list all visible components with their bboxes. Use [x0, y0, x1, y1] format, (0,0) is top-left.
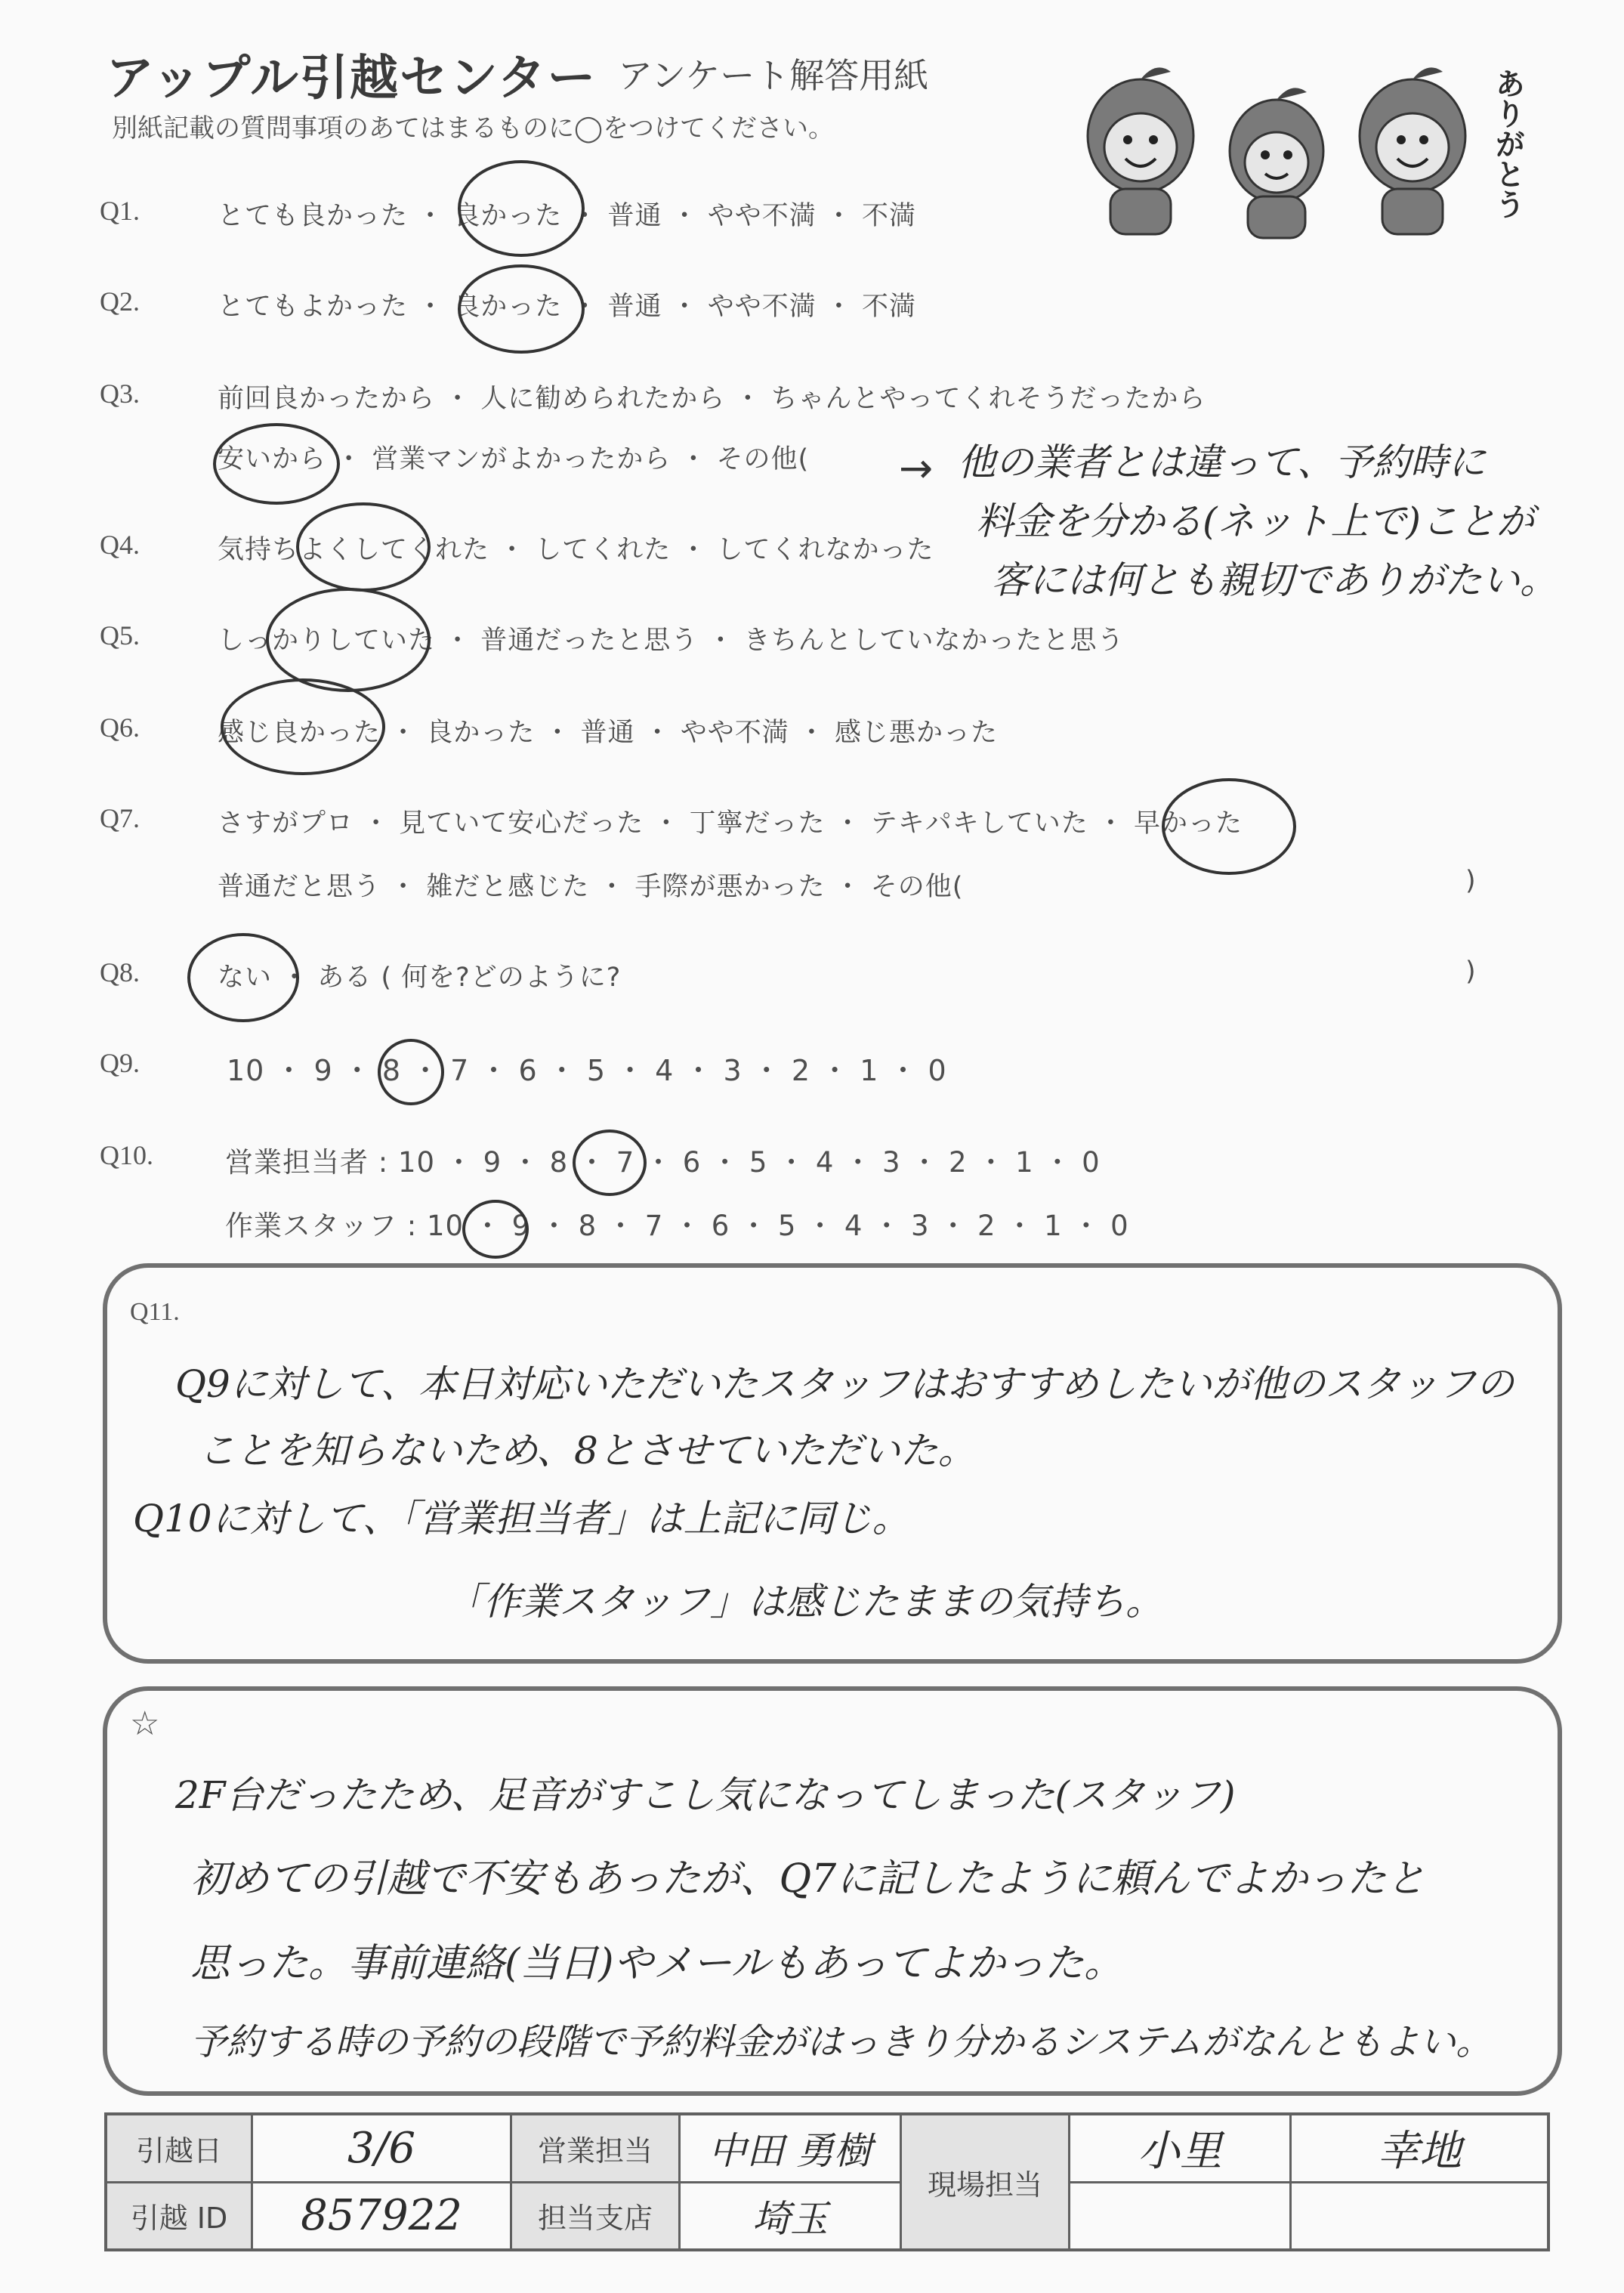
q11-line2: ことを知らないため、8とさせていただいた。 [198, 1429, 976, 1473]
arrow-icon: → [899, 444, 934, 492]
answer-circle-q1 [458, 160, 585, 257]
form-subtitle: アンケート解答用紙 [618, 55, 929, 96]
q10-options-sales: 営業担当者 : 10 ・ 9 ・ 8 ・ 7 ・ 6 ・ 5 ・ 4 ・ 3 ・ 2 ・ 1 ・ 0 [225, 1146, 1101, 1179]
q1-label: Q1. [100, 196, 140, 226]
answer-circle-q8 [187, 933, 299, 1022]
q4-options: 気持ちよくしてくれた ・ してくれた ・ してくれなかった [218, 535, 934, 565]
q3-label: Q3. [100, 379, 140, 409]
answer-circle-q10-staff [462, 1200, 529, 1259]
q3-other-line1: 他の業者とは違って、予約時に [958, 440, 1486, 484]
branch-label: 担当支店 [511, 2182, 680, 2250]
q7-label: Q7. [100, 803, 140, 833]
q6-options: 感じ良かった ・ 良かった ・ 普通 ・ やや不満 ・ 感じ悪かった [218, 718, 999, 748]
move-date-value: 3/6 [252, 2114, 511, 2182]
q3-options-line2: 安いから ・ 営業マンがよかったから ・ その他( [218, 444, 810, 474]
answer-circle-q7 [1162, 778, 1296, 875]
q11-label: Q11. [130, 1298, 180, 1326]
q8-close-paren: ) [1465, 956, 1477, 987]
q10-options-staff: 作業スタッフ : 10 ・ 9 ・ 8 ・ 7 ・ 6 ・ 5 ・ 4 ・ 3 ・ 2 ・ 1 ・ 0 [225, 1210, 1129, 1242]
q10-label: Q10. [100, 1140, 153, 1170]
q11-line4: 「作業スタッフ」は感じたままの気持ち。 [446, 1580, 1163, 1624]
q5-label: Q5. [100, 620, 140, 651]
q4-label: Q4. [100, 530, 140, 560]
answer-circle-q2 [458, 264, 585, 354]
q7-options-line2: 普通だと思う ・ 雑だと感じた ・ 手際が悪かった ・ その他( [218, 872, 964, 902]
move-id-label: 引越 ID [106, 2182, 252, 2250]
q2-options: とてもよかった ・ 良かった ・ 普通 ・ やや不満 ・ 不満 [218, 292, 917, 322]
q3-other-line3: 客には何とも親切でありがたい。 [991, 558, 1558, 602]
answer-circle-q4 [296, 502, 431, 592]
sales-rep-value: 中田 勇樹 [680, 2114, 901, 2182]
star-line3: 思った。事前連絡(当日)やメールもあってよかった。 [190, 1941, 1124, 1986]
move-info-table [104, 2112, 1550, 2251]
star-line1: 2F台だったため、足音がすこし気になってしまった(スタッフ) [175, 1773, 1236, 1817]
form-title: アップル引越センター [106, 51, 597, 107]
answer-circle-q3 [213, 423, 340, 505]
q9-options: 10 ・ 9 ・ 8 ・ 7 ・ 6 ・ 5 ・ 4 ・ 3 ・ 2 ・ 1 ・ 0 [227, 1054, 947, 1087]
answer-circle-q10-sales [573, 1130, 647, 1196]
q1-options: とても良かった ・ 良かった ・ 普通 ・ やや不満 ・ 不満 [218, 201, 917, 231]
branch-value: 埼玉 [680, 2182, 901, 2250]
answer-circle-q9 [378, 1039, 444, 1105]
q11-line3: Q10に対して、「営業担当者」は上記に同じ。 [133, 1497, 910, 1541]
q8-label: Q8. [100, 957, 140, 987]
form-instruction: 別紙記載の質問事項のあてはまるものに◯をつけてください。 [112, 113, 835, 144]
mascot-caption: ありがとう [1490, 68, 1526, 219]
q3-options-line1: 前回良かったから ・ 人に勧められたから ・ ちゃんとやってくれそうだったから [218, 384, 1206, 414]
answer-circle-q5 [266, 588, 431, 692]
star-icon: ☆ [130, 1705, 160, 1742]
site-rep-value-2: 幸地 [1291, 2114, 1549, 2182]
q2-label: Q2. [100, 286, 140, 317]
q5-options: しっかりしていた ・ 普通だったと思う ・ きちんとしていなかったと思う [218, 626, 1125, 656]
site-rep-empty-1 [1070, 2182, 1291, 2250]
move-date-label: 引越日 [106, 2114, 252, 2182]
site-rep-value-1: 小里 [1070, 2114, 1291, 2182]
answer-circle-q6 [221, 678, 385, 775]
site-rep-empty-2 [1291, 2182, 1549, 2250]
site-rep-label: 現場担当 [901, 2114, 1070, 2250]
q9-label: Q9. [100, 1048, 140, 1078]
q6-label: Q6. [100, 712, 140, 743]
move-id-value: 857922 [252, 2182, 511, 2250]
q7-options-line1: さすがプロ ・ 見ていて安心だった ・ 丁寧だった ・ テキパキしていた ・ 早かった [218, 808, 1243, 839]
q11-line1: Q9に対して、本日対応いただいたスタッフはおすすめしたいが他のスタッフの [175, 1362, 1514, 1406]
q7-close-paren: ) [1465, 866, 1477, 896]
q3-other-line2: 料金を分かる(ネット上で)ことが [976, 499, 1535, 543]
monkey-mascots-icon [1050, 45, 1533, 242]
star-line2: 初めての引越で不安もあったが、Q7に記したように頼んでよかったと [190, 1856, 1426, 1902]
star-line4: 予約する時の予約の段階で予約料金がはっきり分かるシステムがなんともよい。 [190, 2021, 1493, 2063]
sales-rep-label: 営業担当 [511, 2114, 680, 2182]
q8-options: ない ・ ある ( 何を?どのように? [218, 963, 622, 993]
